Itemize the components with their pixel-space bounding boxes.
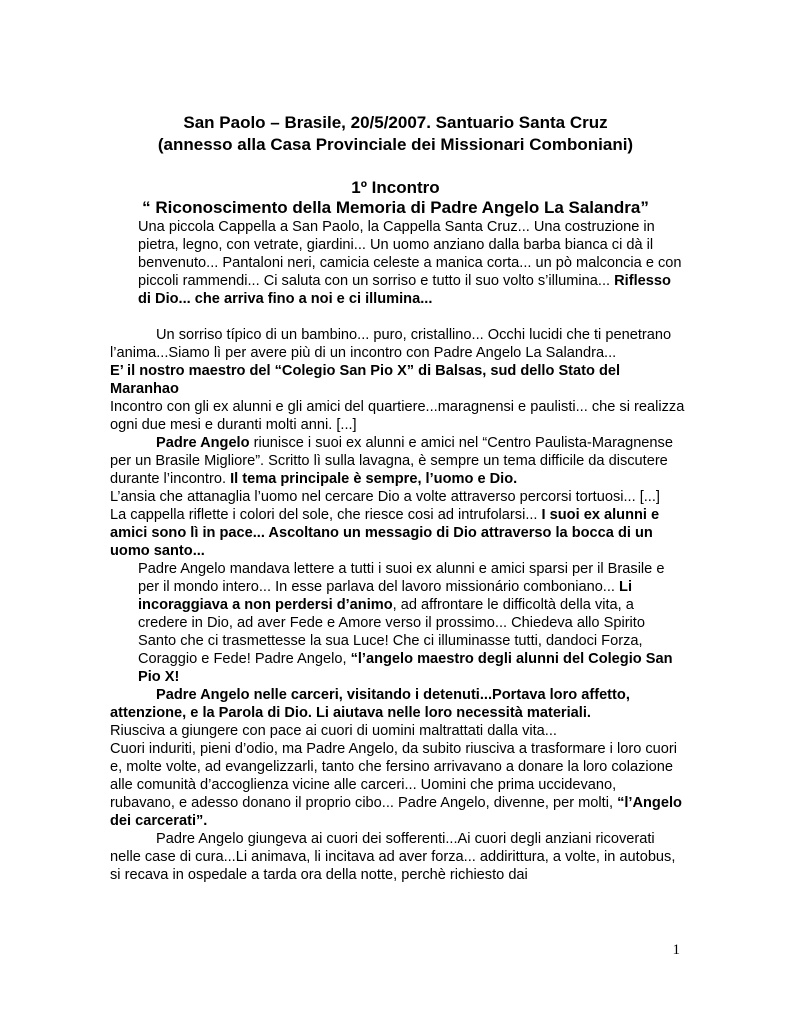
paragraph-sofferenti: Padre Angelo giungeva ai cuori dei sofferenti...Ai cuori degli anziani ricoverati nelle case di cura...Li animava, li incitava ad aver forza... addirittura, a volte, in autobus, si recava in ospedale a tarda ora della notte, perchè richiesto dai <box>110 831 676 883</box>
cappella-bold: I suoi ex alunni e amici sono lì in pace... Ascoltano un messagio di Dio attraverso la bocca di un uomo santo... <box>110 507 660 559</box>
centro-text: riunisce i suoi ex alunni e amici nel “Centro Paulista-Maragnense per un Brasile Migliore”. Scritto lì sulla lavagna, è sempre un tema difficile da discutere durante l’incontro. <box>110 435 673 487</box>
cuori-text: Cuori induriti, pieni d’odio, ma Padre Angelo, da subito riusciva a trasformare i loro cuori e, molte volte, ad evangelizzarli, tanto che fersino arrivavano a donare la loro colazione alle comunità d’accoglienza vicine alle carceri... Uomini che prima uccidevano, rubavano, e adesso donano il proprio cibo... Padre Angelo, divenne, per molti, <box>110 741 678 811</box>
paragraph-pace: Riusciva a giungere con pace ai cuori di uomini maltrattati dalla vita... <box>110 723 557 739</box>
paragraph-centro <box>110 434 685 488</box>
document-body <box>110 218 685 884</box>
title-line-3: 1º Incontro <box>351 178 440 197</box>
paragraph-carceri: Padre Angelo nelle carceri, visitando i detenuti...Portava loro affetto, attenzione, e la Parola di Dio. Li aiutava nelle loro necessità materiali. <box>110 687 630 721</box>
title-line-1: San Paolo – Brasile, 20/5/2007. Santuario Santa Cruz <box>183 113 608 132</box>
paragraph-smile: Un sorriso típico di un bambino... puro, cristallino... Occhi lucidi che ti penetrano l’anima...Siamo lì per avere più di un incontro con Padre Angelo La Salandra... <box>110 327 672 361</box>
intro-bold: Riflesso di Dio... che arriva fino a noi e ci illumina... <box>138 273 671 307</box>
intro-text: Una piccola Cappella a San Paolo, la Cappella Santa Cruz... Una costruzione in pietra, legno, con vetrate, giardini... Un uomo anziano dalla barba bianca ci dà il benvenuto... Pantaloni neri, camicia celeste a manica corta... un pò malconcia e con piccoli rammendi... Ci saluta con un sorriso e tutto il suo volto s’illumina... <box>138 219 682 289</box>
lettere-bold-2: “l’angelo maestro degli alunni del Colegio San Pio X! <box>138 651 673 685</box>
cuori-bold: “l’Angelo dei carcerati”. <box>110 795 682 829</box>
paragraph-intro <box>110 218 685 308</box>
title-line-4: “ Riconoscimento della Memoria di Padre Angelo La Salandra” <box>142 198 649 217</box>
cappella-text: La cappella riflette i colori del sole, che riesce cosi ad intrufolarsi... <box>110 507 542 523</box>
paragraph-cuori <box>110 740 685 830</box>
paragraph-cappella <box>110 506 685 560</box>
title-line-2: (annesso alla Casa Provinciale dei Missionari Comboniani) <box>157 135 634 154</box>
lettere-bold-1: Li incoraggiava a non perdersi d’animo <box>138 579 633 613</box>
centro-bold-name: Padre Angelo <box>156 435 250 451</box>
lettere-text-1: Padre Angelo mandava lettere a tutti i suoi ex alunni e amici sparsi per il Brasile e per il mondo intero... In esse parlava del lavoro missionário comboniano... <box>138 561 665 595</box>
paragraph-incontro: Incontro con gli ex alunni e gli amici del quartiere...maragnensi e paulisti... che si realizza ogni due mesi e duranti molti anni. [...] <box>110 399 685 433</box>
paragraph-maestro: E’ il nostro maestro del “Colegio San Pio X” di Balsas, sud dello Stato del Maranhao <box>110 363 621 397</box>
centro-bold-theme: Il tema principale è sempre, l’uomo e Dio. <box>230 471 518 487</box>
page-number: 1 <box>672 942 680 958</box>
lettere-text-2: , ad affrontare le difficoltà della vita, a credere in Dio, ad aver Fede e Amore verso il prossimo... Chiedeva allo Spirito Santo che ci trasmettesse la sua Luce! Che ci illuminasse tutti, dandoci Forza, Coraggio e Fede! Padre Angelo, <box>138 597 645 667</box>
paragraph-lettere <box>110 560 685 686</box>
paragraph-ansia: L’ansia che attanaglia l’uomo nel cercare Dio a volte attraverso percorsi tortuosi... [...] <box>110 489 660 505</box>
